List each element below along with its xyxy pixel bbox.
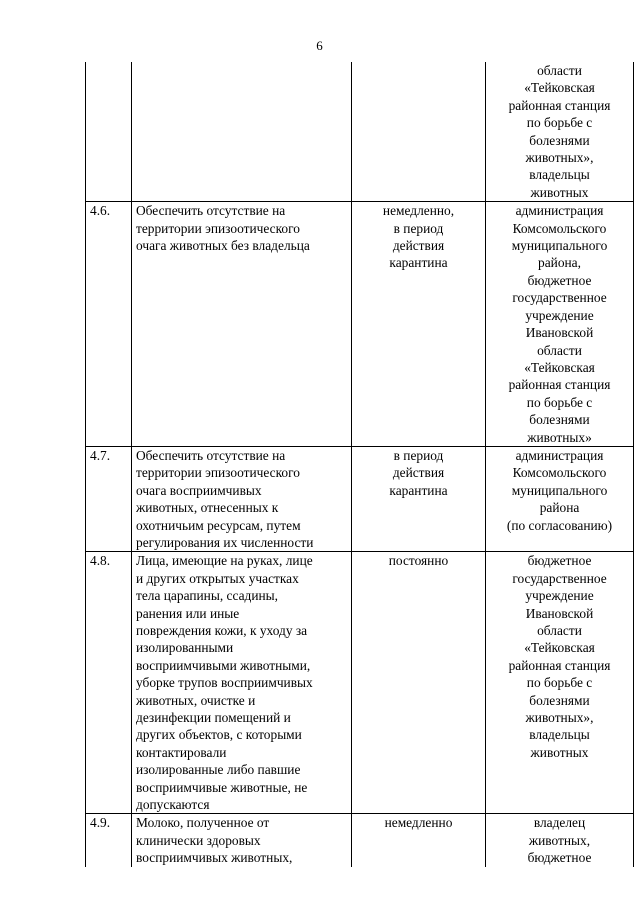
row-term: в период действия карантина — [352, 446, 486, 551]
row-number: 4.7. — [86, 446, 132, 551]
row-responsible: бюджетное государственное учреждение Ивановской области «Тейковская районная станция по борьбе с болезнями животных», владельцы животных — [486, 552, 634, 814]
row-term — [352, 62, 486, 202]
row-action: Молоко, полученное от клинически здоровых восприимчивых животных, — [132, 814, 352, 867]
row-term: постоянно — [352, 552, 486, 814]
row-responsible: администрация Комсомольского муниципального района (по согласованию) — [486, 446, 634, 551]
row-responsible: области «Тейковская районная станция по борьбе с болезнями животных», владельцы животных — [486, 62, 634, 202]
row-responsible: администрация Комсомольского муниципального района, бюджетное государственное учреждение Ивановской области «Тейковская районная станция по борьбе с болезнями животных» — [486, 202, 634, 447]
row-action: Лица, имеющие на руках, лице и других открытых участках тела царапины, ссадины, ранения или иные повреждения кожи, к уходу за изолированными восприимчивыми животными, уборке трупов восприимчивых животных, очистке и дезинфекции помещений и других объектов, с которыми контактировали изолированные либо павшие восприимчивые животные, не допускаются — [132, 552, 352, 814]
page-number: 6 — [316, 38, 323, 53]
table-row — [86, 814, 634, 867]
table-row — [86, 62, 634, 202]
measures-table — [85, 62, 634, 867]
row-term: немедленно — [352, 814, 486, 867]
row-number: 4.9. — [86, 814, 132, 867]
table-row — [86, 202, 634, 447]
row-number: 4.8. — [86, 552, 132, 814]
table-row — [86, 552, 634, 814]
row-term: немедленно, в период действия карантина — [352, 202, 486, 447]
row-action: Обеспечить отсутствие на территории эпизоотического очага животных без владельца — [132, 202, 352, 447]
row-action — [132, 62, 352, 202]
row-number: 4.6. — [86, 202, 132, 447]
row-action: Обеспечить отсутствие на территории эпизоотического очага восприимчивых животных, отнесенных к охотничьим ресурсам, путем регулирования их численности — [132, 446, 352, 551]
row-responsible: владелец животных, бюджетное — [486, 814, 634, 867]
table-row — [86, 446, 634, 551]
row-number — [86, 62, 132, 202]
